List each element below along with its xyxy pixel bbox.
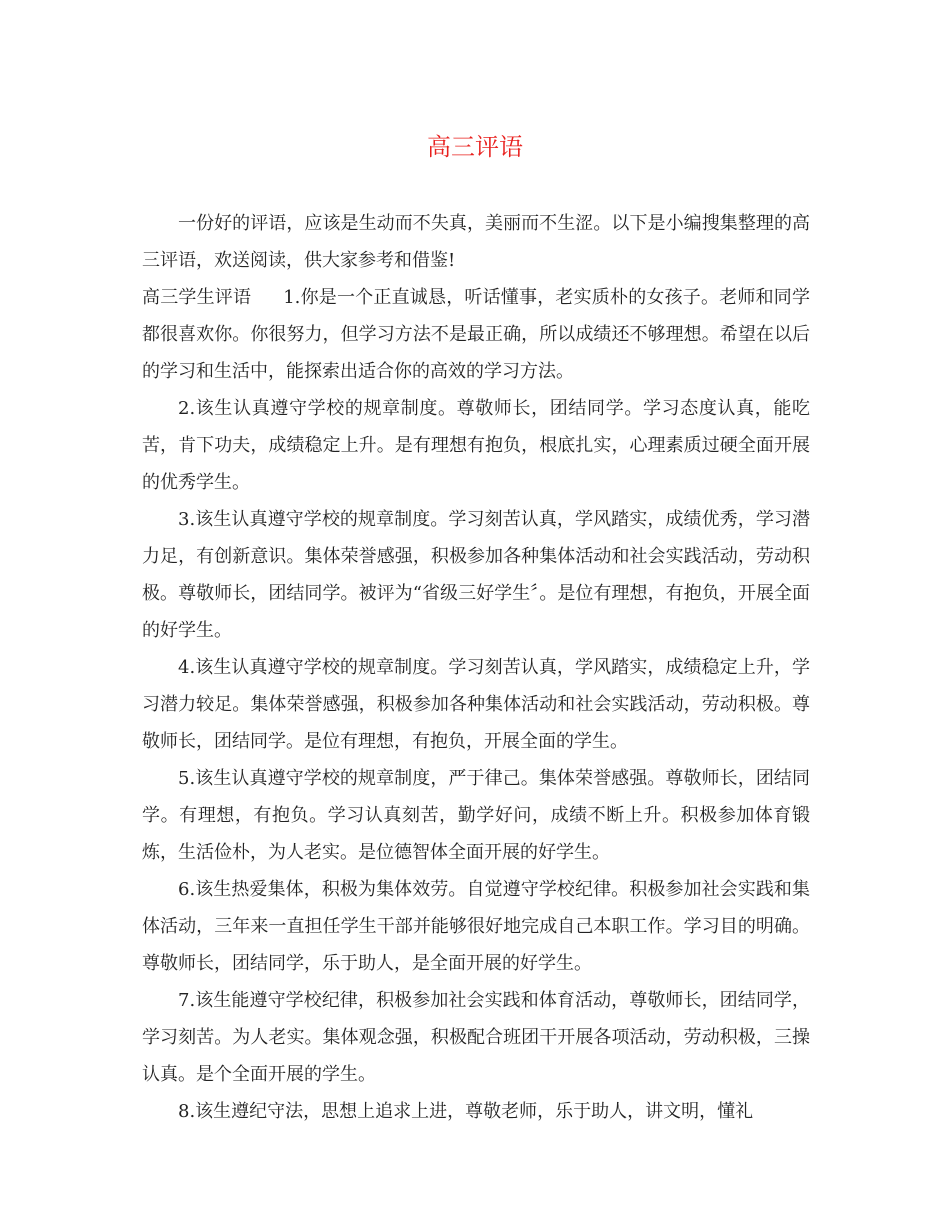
comment-paragraph-4: 4.该生认真遵守学校的规章制度。学习刻苦认真，学风踏实，成绩稳定上升，学习潜力较足。集体荣誉感强，积极参加各种集体活动和社会实践活动，劳动积极。尊敬师长，团结同学。是位有理想，有抱负，开展全面的学生。: [142, 657, 810, 752]
comment-text-1: 1.你是一个正直诚恳，听话懂事，老实质朴的女孩子。老师和同学都很喜欢你。你很努力，但学习方法不是最正确，所以成绩还不够理想。希望在以后的学习和生活中，能探索出适合你的高效的学习方法。: [142, 287, 811, 382]
comment-paragraph-6: 6.该生热爱集体，积极为集体效劳。自觉遵守学校纪律。积极参加社会实践和集体活动，三年来一直担任学生干部并能够很好地完成自己本职工作。学习目的明确。尊敬师长，团结同学，乐于助人，是全面开展的好学生。: [142, 879, 810, 974]
section-label: 高三学生评语: [142, 287, 252, 308]
comment-paragraph-3: 3.该生认真遵守学校的规章制度。学习刻苦认真，学风踏实，成绩优秀，学习潜力足，有创新意识。集体荣誉感强，积极参加各种集体活动和社会实践活动，劳动积极。尊敬师长，团结同学。被评为“省级三好学生〞。是位有理想，有抱负，开展全面的好学生。: [142, 509, 810, 641]
comment-paragraph-1: [142, 279, 810, 390]
comment-paragraph-8: 8.该生遵纪守法，思想上追求上进，尊敬老师，乐于助人，讲文明，懂礼: [178, 1101, 754, 1122]
comment-paragraph-2: 2.该生认真遵守学校的规章制度。尊敬师长，团结同学。学习态度认真，能吃苦，肯下功夫，成绩稳定上升。是有理想有抱负，根底扎实，心理素质过硬全面开展的优秀学生。: [142, 398, 810, 493]
comment-paragraph-5: 5.该生认真遵守学校的规章制度，严于律己。集体荣誉感强。尊敬师长，团结同学。有理想，有抱负。学习认真刻苦，勤学好问，成绩不断上升。积极参加体育锻炼，生活俭朴，为人老实。是位德智体全面开展的好学生。: [142, 768, 810, 863]
document-body: [142, 205, 810, 1130]
comment-paragraph-7: 7.该生能遵守学校纪律，积极参加社会实践和体育活动，尊敬师长，团结同学，学习刻苦。为人老实。集体观念强，积极配合班团干开展各项活动，劳动积极，三操认真。是个全面开展的学生。: [142, 990, 810, 1085]
intro-paragraph: 一份好的评语，应该是生动而不失真，美丽而不生涩。以下是小编搜集整理的高三评语，欢送阅读，供大家参考和借鉴!: [142, 213, 810, 271]
document-title: 高三评语: [427, 133, 523, 161]
